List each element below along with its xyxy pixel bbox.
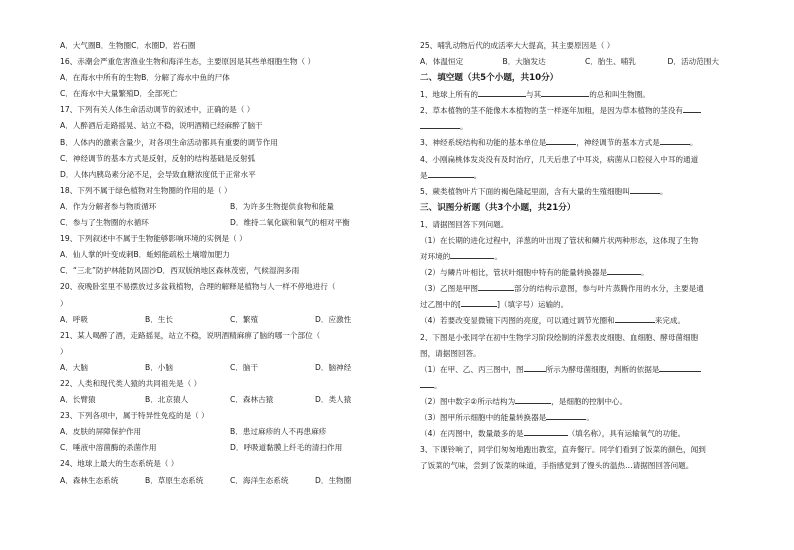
q25-option-b: B．大脑发达 [502,57,546,67]
fill2-end: 。 [460,122,468,132]
question-16: 16、赤潮会严重危害渔业生物和海洋生态，主要原因是其些单细胞生物（ ） [60,57,316,67]
q20-option-a: A．呼吸 [60,314,88,324]
fill2-text-a: 2、草本植物的茎不能像木本植物的茎一样逐年加粗，是因为草本植物的茎没有 [420,106,684,116]
q1-part3-text-d: ]（填字号）运输的。 [496,300,569,310]
analysis-question-2-cont: 图，请据图回答。 [420,348,481,358]
q2-part4-blank[interactable] [524,427,568,436]
q19-option-ab: A．仙人掌的叶变成刺B．蚯蚓能疏松土壤增加肥力 [60,250,230,260]
section-figure-analysis-title: 三、识图分析题（共3个小题，共21分） [420,202,576,213]
fill-question-5 [420,184,750,200]
fill-question-2-cont [420,119,750,135]
fill3-text-b: ，神经调节的基本方式是 [576,138,660,148]
q22-options [60,392,400,408]
analysis-q1-part1: （1）在长期的进化过程中，洋葱的叶出现了管状和鳞片状两种形态，这体现了生物 [420,235,699,245]
fill1-text-a: 1、地球上所有的 [420,90,478,100]
q18-options-row1 [60,199,400,215]
q18-option-a: A．作为分解者参与物质循环 [60,201,157,211]
q2-part3-text-c: 。 [586,412,594,422]
q2-part2-blank[interactable] [515,395,551,404]
q2-part1-blank-2b[interactable] [420,379,434,388]
q21-option-b: B．小脑 [145,362,173,372]
fill-question-4: 4、小刚扁桃体发炎没有及时治疗，几天后患了中耳炎，病菌从口腔侵入中耳的通道 [420,154,699,164]
q22-option-d: D．类人猿 [315,395,352,405]
analysis-question-3-cont: 了饭菜的气味，尝到了饭菜的味道，手指感觉到了馒头的温热…请据图回答问题。 [420,461,694,471]
q18-option-b: B．为许多生物提供食物和能量 [230,201,334,211]
q24-option-c: C．海洋生态系统 [230,475,289,485]
fill-question-2 [420,103,750,119]
q2-part4-text-b: （填名称），具有运输氧气的功能。 [567,429,686,439]
q21-options [60,360,400,376]
q1-part4-text: （4）若要改变显微镜下丙图的亮度，可以通过调节光圈和 [420,316,615,326]
fill1-blank-2[interactable] [541,88,589,97]
q23-options-row1 [60,424,400,440]
q1-part1-text-b: 对环境的 [420,252,451,262]
fill2-blank-1b[interactable] [420,120,460,129]
right-column [420,38,750,474]
q22-option-c: C．森林古猿 [230,395,274,405]
q1-part1-text-c: 。 [494,252,502,262]
q17-option-c: C．神经调节的基本方式是反射，反射的结构基础是反射弧 [60,153,256,163]
analysis-q2-part3 [420,410,750,426]
analysis-q2-part2 [420,394,750,410]
q17-option-d: D．人体内胰岛素分泌不足，会导致血糖浓度低于正常水平 [60,169,256,179]
q25-options [420,54,750,70]
q23-option-d: D．呼吸道黏膜上纤毛的清扫作用 [230,443,343,453]
q22-option-b: B．北京猿人 [145,395,189,405]
fill3-text-c: 。 [689,138,698,148]
analysis-q1-part3 [420,281,750,297]
fill-question-3 [420,135,750,151]
fill1-text-b: 与其 [526,90,542,100]
fill3-text-a: 3、神经系统结构和功能的基本单位是 [420,138,547,148]
q18-option-c: C．参与了生物圈的水循环 [60,218,149,228]
q1-part2-blank[interactable] [607,266,641,275]
q21-option-d: D．脑神经 [315,362,352,372]
q20-option-b: B．生长 [145,314,173,324]
section-fill-in-title: 二、填空题（共5个小题，共10分） [420,73,559,84]
q2-part1-text-c: 。 [434,380,442,390]
q1-part3-text-b: 部分的结构示意图，参与叶片蒸腾作用的水分，主要是通 [514,284,704,294]
analysis-q1-part2 [420,265,750,281]
q2-part1-text: （1）在甲、乙、丙三图中，图 [420,364,524,374]
analysis-q2-part1-cont [420,378,750,394]
fill5-text-b: 。 [659,186,668,196]
q20-option-c: C．繁殖 [230,314,259,324]
analysis-q1-part4 [420,313,750,329]
q2-part4-text: （4）在丙图中，数量最多的是 [420,429,524,439]
q23-option-c: C．唾液中溶菌酶的杀菌作用 [60,443,157,453]
q1-part3-blank-2[interactable] [461,298,497,307]
fill2-blank-1a[interactable] [683,104,701,113]
question-20-end: ） [60,298,68,308]
question-17: 17、下列有关人体生命活动调节的叙述中，正确的是（ ） [60,105,255,115]
q24-option-d: D．生物圈 [315,475,352,485]
q1-part3-blank-1[interactable] [478,282,514,291]
question-24: 24、地球上最大的生态系统是（ ） [60,459,179,469]
q2-part3-blank[interactable] [546,411,586,420]
fill3-blank-1[interactable] [546,136,576,145]
fill3-blank-2[interactable] [660,136,690,145]
analysis-q1-part3-cont [420,297,750,313]
q25-option-c: C．胎生、哺乳 [585,57,636,67]
question-20: 20、夜晚卧室里不易摆放过多盆栽植物，合理的解释是植物与人一样不停地进行（ [60,282,336,292]
fill5-text-a: 5、蕨类植物叶片下面的褐色隆起里面，含有大量的生殖细胞叫 [420,186,630,196]
fill-question-4-cont [420,168,750,184]
q1-part4-blank[interactable] [615,314,655,323]
q17-option-b: B．人体内的激素含量少，对各项生命活动都具有重要的调节作用 [60,137,278,147]
question-23: 23、下列各项中，属于特异性免疫的是（ ） [60,411,209,421]
fill4-text-b: 是 [420,170,428,180]
q23-option-a: A．皮肤的屏障保护作用 [60,427,142,437]
q1-part1-blank[interactable] [450,250,494,259]
q1-part3-text-c: 过乙图中的[ [420,300,461,310]
q2-part2-text: （2）图中数字②所示结构为 [420,396,516,406]
fill1-blank-1[interactable] [478,88,526,97]
q23-option-b: B．患过麻疹的人不再患麻疹 [230,427,327,437]
analysis-q2-part4 [420,426,750,442]
analysis-q1-part1-cont [420,249,750,265]
analysis-question-1: 1、请据图回答下列问题。 [420,219,509,229]
q25-option-a: A．体温恒定 [420,57,464,67]
q2-part1-text-b: 所示为酵母菌细胞，判断的依据是 [545,364,660,374]
q23-options-row2 [60,440,400,456]
fill1-text-c: 的总和叫生物圈。 [589,90,650,100]
left-column [60,38,400,489]
q2-part2-text-b: ，是细胞的控制中心。 [551,396,628,406]
question-18: 18、下列不属于绿色植物对生物圈的作用的是（ ） [60,185,232,195]
q18-option-d: D．维持二氧化碳和氧气的相对平衡 [230,218,350,228]
q24-options [60,473,400,489]
q17-option-a: A．人醉酒后走路摇晃、站立不稳，说明酒精已经麻醉了脑干 [60,121,263,131]
analysis-q2-part1 [420,362,750,378]
question-25: 25、哺乳动物后代的成活率大大提高，其主要原因是（ ） [420,41,615,50]
q21-option-c: C．脑干 [230,362,259,372]
fill-question-1 [420,87,750,103]
q2-part1-blank-2[interactable] [659,363,701,372]
q21-option-a: A．大脑 [60,362,88,372]
analysis-question-3: 3、下课铃响了，同学们匆匆地跑出教室，直奔餐厅。同学们看到了饭菜的颜色，闻到 [420,445,706,455]
q20-options [60,312,400,328]
q24-option-b: B．草原生态系统 [145,475,204,485]
q20-option-d: D．应激性 [315,314,352,324]
q1-part3-text: （3）乙图是甲图 [420,284,478,294]
q19-option-cd: C．“三北”防护林能防风固沙D．西双版纳地区森林茂密，气候湿润多雨 [60,266,300,276]
q25-option-d: D．活动范围大 [667,57,719,67]
q1-part2-text-c: 。 [641,268,649,278]
q1-part2-text: （2）与鳞片叶相比，管状叶细胞中特有的能量转换器是 [420,268,608,278]
q16-option-cd: C．在海水中大量繁殖D．全部死亡 [60,89,178,99]
question-21: 21、某人喝醉了酒，走路摇晃，站立不稳，说明酒精麻痹了脑的哪一个部位（ [60,330,321,340]
q2-part1-blank-1[interactable] [524,363,546,372]
fill5-blank-1[interactable] [630,185,660,194]
q1-part4-text-b: 来完成。 [654,316,686,326]
q15-options: A．大气圈B．生物圈C．水圈D．岩石圈 [60,41,196,50]
analysis-question-2: 2、下图是小张同学在初中生物学习阶段绘制的洋葱表皮细胞、血细胞、酵母菌细胞 [420,332,699,342]
q22-option-a: A．长臂猿 [60,395,96,405]
q18-options-row2 [60,215,400,231]
q2-part3-text: （3）图甲所示细胞中的能量转换器是 [420,412,547,422]
q24-option-a: A．森林生态系统 [60,475,119,485]
fill4-text-c: 。 [473,170,482,180]
question-19: 19、下列叙述中不属于生物能够影响环境的实例是（ ） [60,234,247,244]
q16-option-ab: A．在海水中所有的生物B．分解了海水中鱼的尸体 [60,73,230,83]
fill4-blank-1[interactable] [428,169,474,178]
question-21-end: ） [60,346,68,356]
question-22: 22、人类和现代类人猿的共同祖先是（ ） [60,378,202,388]
